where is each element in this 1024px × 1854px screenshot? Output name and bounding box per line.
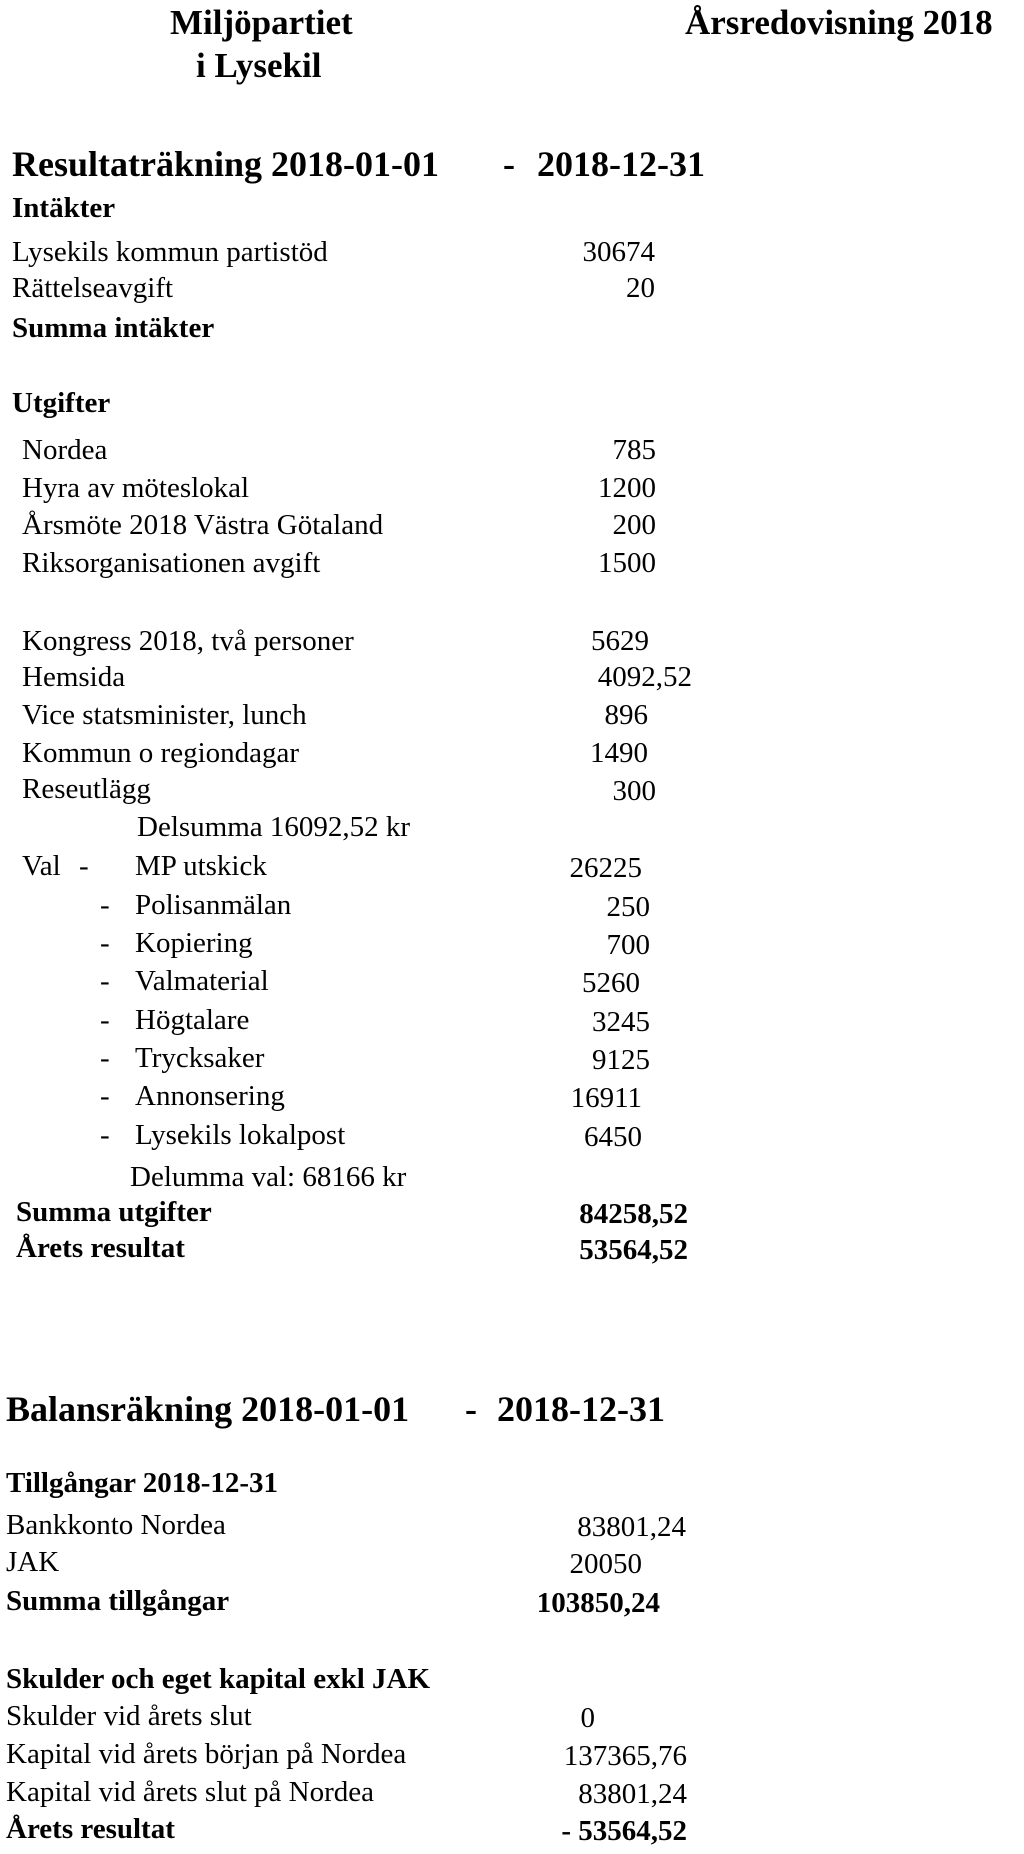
balance-result-label: Årets resultat	[6, 1813, 175, 1845]
expense-heading: Utgifter	[12, 387, 111, 419]
expense-label: Hemsida	[22, 661, 126, 693]
balance-period-end: 2018-12-31	[497, 1389, 665, 1429]
expense-label: Årsmöte 2018 Västra Götaland	[22, 509, 384, 541]
expense-amount: 300	[612, 775, 656, 807]
liability-amount: 83801,24	[578, 1778, 687, 1810]
expense-label: Nordea	[22, 434, 108, 466]
election-label: Annonsering	[135, 1080, 285, 1112]
income-label: Lysekils kommun partistöd	[12, 236, 328, 268]
expense-amount: 200	[612, 509, 656, 541]
election-dash: -	[79, 850, 89, 882]
election-label: Trycksaker	[135, 1042, 265, 1074]
income-amount: 20	[626, 272, 655, 304]
assets-heading: Tillgångar 2018-12-31	[6, 1467, 279, 1499]
expense-label: Hyra av möteslokal	[22, 472, 250, 504]
expense-total: 84258,52	[579, 1198, 688, 1230]
election-dash: -	[100, 1119, 110, 1151]
election-dash: -	[100, 1042, 110, 1074]
election-prefix: Val	[22, 850, 61, 882]
expense-amount: 1200	[598, 472, 656, 504]
liability-label: Kapital vid årets början på Nordea	[6, 1738, 407, 1770]
expense-amount: 1490	[590, 737, 648, 769]
org-name: Miljöpartiet	[170, 3, 353, 42]
expense-label: Kongress 2018, två personer	[22, 625, 354, 657]
asset-amount: 20050	[569, 1548, 642, 1580]
election-amount: 3245	[592, 1006, 650, 1038]
election-amount: 16911	[570, 1082, 642, 1114]
expense-label: Vice statsminister, lunch	[22, 699, 307, 731]
income-total-label: Summa intäkter	[12, 312, 215, 344]
election-amount: 250	[606, 891, 650, 923]
expense-total-label: Summa utgifter	[16, 1196, 212, 1228]
election-dash: -	[100, 889, 110, 921]
election-amount: 700	[606, 929, 650, 961]
election-amount: 6450	[584, 1121, 642, 1153]
liabilities-heading: Skulder och eget kapital exkl JAK	[6, 1663, 431, 1695]
expense-amount: 5629	[591, 625, 649, 657]
expense-amount: 785	[612, 434, 656, 466]
election-label: Högtalare	[135, 1004, 250, 1036]
election-label: Lysekils lokalpost	[135, 1119, 346, 1151]
income-statement-title: Resultaträkning 2018-01-01	[12, 144, 440, 184]
asset-label: Bankkonto Nordea	[6, 1509, 226, 1541]
balance-sheet-title: Balansräkning 2018-01-01	[6, 1389, 410, 1429]
election-label: Valmaterial	[135, 965, 269, 997]
liability-label: Skulder vid årets slut	[6, 1700, 252, 1732]
election-amount: 5260	[582, 967, 640, 999]
election-label: Polisanmälan	[135, 889, 292, 921]
period-dash: -	[503, 144, 515, 184]
assets-total-label: Summa tillgångar	[6, 1585, 230, 1617]
income-amount: 30674	[582, 236, 655, 268]
liability-label: Kapital vid årets slut på Nordea	[6, 1776, 375, 1808]
liability-amount: 137365,76	[563, 1740, 687, 1772]
election-amount: 9125	[592, 1044, 650, 1076]
election-dash: -	[100, 927, 110, 959]
balance-period-dash: -	[465, 1389, 477, 1429]
liability-amount: 0	[580, 1702, 595, 1734]
period-end: 2018-12-31	[537, 144, 705, 184]
expense-amount: 4092,52	[597, 661, 692, 693]
election-amount: 26225	[569, 852, 642, 884]
election-label: MP utskick	[135, 850, 267, 882]
assets-total: 103850,24	[536, 1587, 660, 1619]
election-dash: -	[100, 1004, 110, 1036]
asset-amount: 83801,24	[577, 1511, 686, 1543]
document-title: Årsredovisning 2018	[685, 3, 993, 42]
org-location: i Lysekil	[196, 46, 322, 85]
subtotal-election: Delumma val: 68166 kr	[130, 1161, 407, 1193]
expense-label: Kommun o regiondagar	[22, 737, 300, 769]
subtotal-general: Delsumma 16092,52 kr	[137, 811, 411, 843]
income-heading: Intäkter	[12, 192, 116, 224]
result-label: Årets resultat	[16, 1232, 185, 1264]
result-value: 53564,52	[579, 1234, 688, 1266]
election-dash: -	[100, 965, 110, 997]
expense-amount: 1500	[598, 547, 656, 579]
asset-label: JAK	[6, 1546, 60, 1578]
expense-amount: 896	[604, 699, 648, 731]
election-label: Kopiering	[135, 927, 253, 959]
expense-label: Riksorganisationen avgift	[22, 547, 321, 579]
income-label: Rättelseavgift	[12, 272, 174, 304]
balance-result-value: - 53564,52	[561, 1815, 687, 1847]
election-dash: -	[100, 1080, 110, 1112]
expense-label: Reseutlägg	[22, 773, 151, 805]
